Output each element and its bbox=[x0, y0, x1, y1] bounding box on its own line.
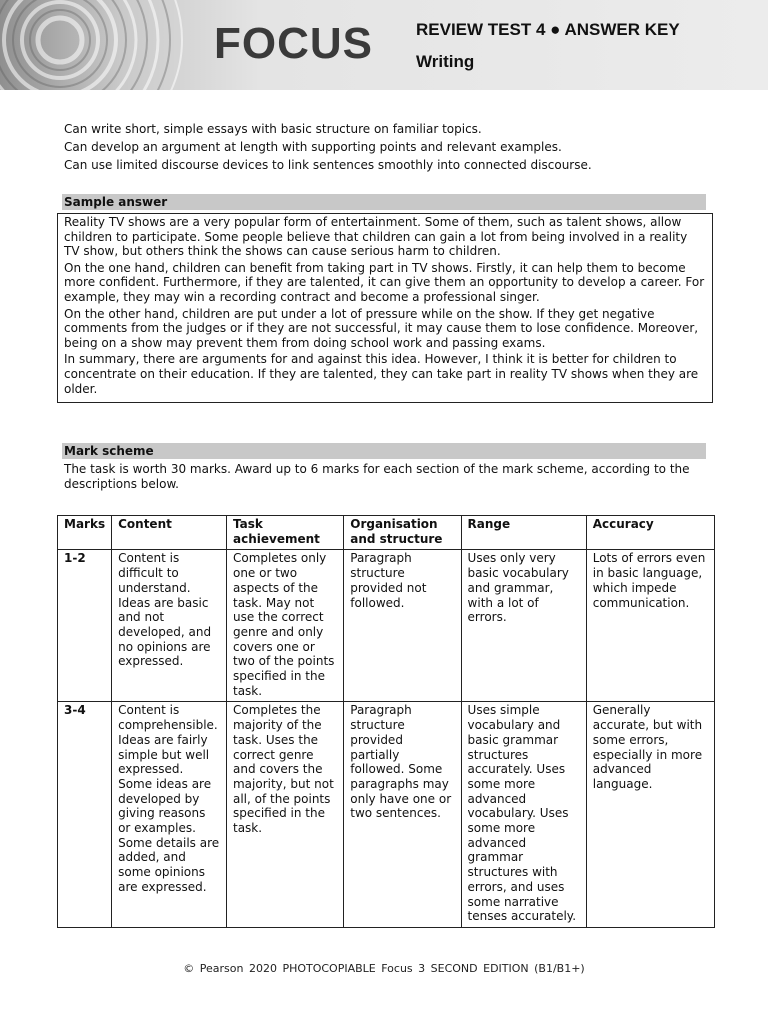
table-cell: Uses simple vocabulary and basic grammar structures accurately. Uses some more advanced vocabulary. Uses some more advanced grammar structures with errors, and uses some narrative tenses accurately. bbox=[461, 702, 586, 928]
table-cell: Paragraph structure provided not followed. bbox=[344, 550, 461, 702]
answer-paragraph: Reality TV shows are a very popular form of entertainment. Some of them, such as talent shows, allow children to participate. Some people believe that children can gain a lot from being involved in a reality TV show, but others think the shows can cause serious harm to children. bbox=[64, 215, 688, 259]
column-header: Marks bbox=[58, 516, 112, 550]
sample-answer-heading: Sample answer bbox=[62, 194, 706, 210]
column-header: Task achievement bbox=[226, 516, 343, 550]
mark-scheme-intro: The task is worth 30 marks. Award up to 6 marks for each section of the mark scheme, according to the descriptions below. bbox=[64, 462, 690, 491]
table-row bbox=[58, 702, 715, 928]
table-cell: Completes the majority of the task. Uses the correct genre and covers the majority, but not all, of the points specified in the task. bbox=[226, 702, 343, 928]
column-header: Accuracy bbox=[586, 516, 714, 550]
marks-cell: 1-2 bbox=[58, 550, 112, 702]
test-subtitle: Writing bbox=[416, 52, 475, 71]
answer-paragraph: On the other hand, children are put under a lot of pressure while on the show. If they get negative comments from the judges or if they are not successful, it may cause them to lose confidence. Moreover, being on a show may prevent them from doing school work and passing exams. bbox=[64, 306, 699, 350]
objective-item: Can develop an argument at length with supporting points and relevant examples. bbox=[64, 140, 562, 154]
focus-logo: FOCUS bbox=[214, 19, 373, 68]
table-cell: Generally accurate, but with some errors, especially in more advanced language. bbox=[586, 702, 714, 928]
page-header bbox=[0, 0, 768, 90]
mark-scheme-heading: Mark scheme bbox=[62, 443, 706, 459]
page-footer: © Pearson 2020 PHOTOCOPIABLE Focus 3 SECOND EDITION (B1/B1+) bbox=[183, 962, 585, 975]
objective-item: Can use limited discourse devices to link sentences smoothly into connected discourse. bbox=[64, 158, 592, 172]
table-cell: Lots of errors even in basic language, which impede communication. bbox=[586, 550, 714, 702]
marks-cell: 3-4 bbox=[58, 702, 112, 928]
sample-answer-box bbox=[57, 213, 713, 403]
table-header-row bbox=[58, 516, 715, 550]
table-cell: Content is difficult to understand. Ideas are basic and not developed, and no opinions are expressed. bbox=[112, 550, 227, 702]
answer-paragraph: On the one hand, children can benefit from taking part in TV shows. Firstly, it can help them to become more confident. Furthermore, if they are talented, it can give them an opportunity to develop a career. For example, they may win a recording contract and become a professional singer. bbox=[64, 260, 705, 304]
table-row bbox=[58, 550, 715, 702]
mark-scheme-table bbox=[57, 515, 715, 928]
table-cell: Uses only very basic vocabulary and grammar, with a lot of errors. bbox=[461, 550, 586, 702]
column-header: Range bbox=[461, 516, 586, 550]
test-title: REVIEW TEST 4 ● ANSWER KEY bbox=[416, 20, 680, 39]
answer-paragraph: In summary, there are arguments for and against this idea. However, I think it is better for children to concentrate on their education. If they are talented, they can take part in reality TV shows when they are older. bbox=[64, 352, 699, 396]
objective-item: Can write short, simple essays with basic structure on familiar topics. bbox=[64, 122, 482, 136]
table-cell: Paragraph structure provided partially followed. Some paragraphs may only have one or two sentences. bbox=[344, 702, 461, 928]
table-cell: Content is comprehensible. Ideas are fairly simple but well expressed. Some ideas are developed by giving reasons or examples. Some details are added, and some opinions are expressed. bbox=[112, 702, 227, 928]
table-cell: Completes only one or two aspects of the task. May not use the correct genre and only covers one or two of the points specified in the task. bbox=[226, 550, 343, 702]
column-header: Organisation and structure bbox=[344, 516, 461, 550]
objectives-list bbox=[64, 120, 714, 174]
swirl-graphic bbox=[0, 0, 210, 90]
column-header: Content bbox=[112, 516, 227, 550]
